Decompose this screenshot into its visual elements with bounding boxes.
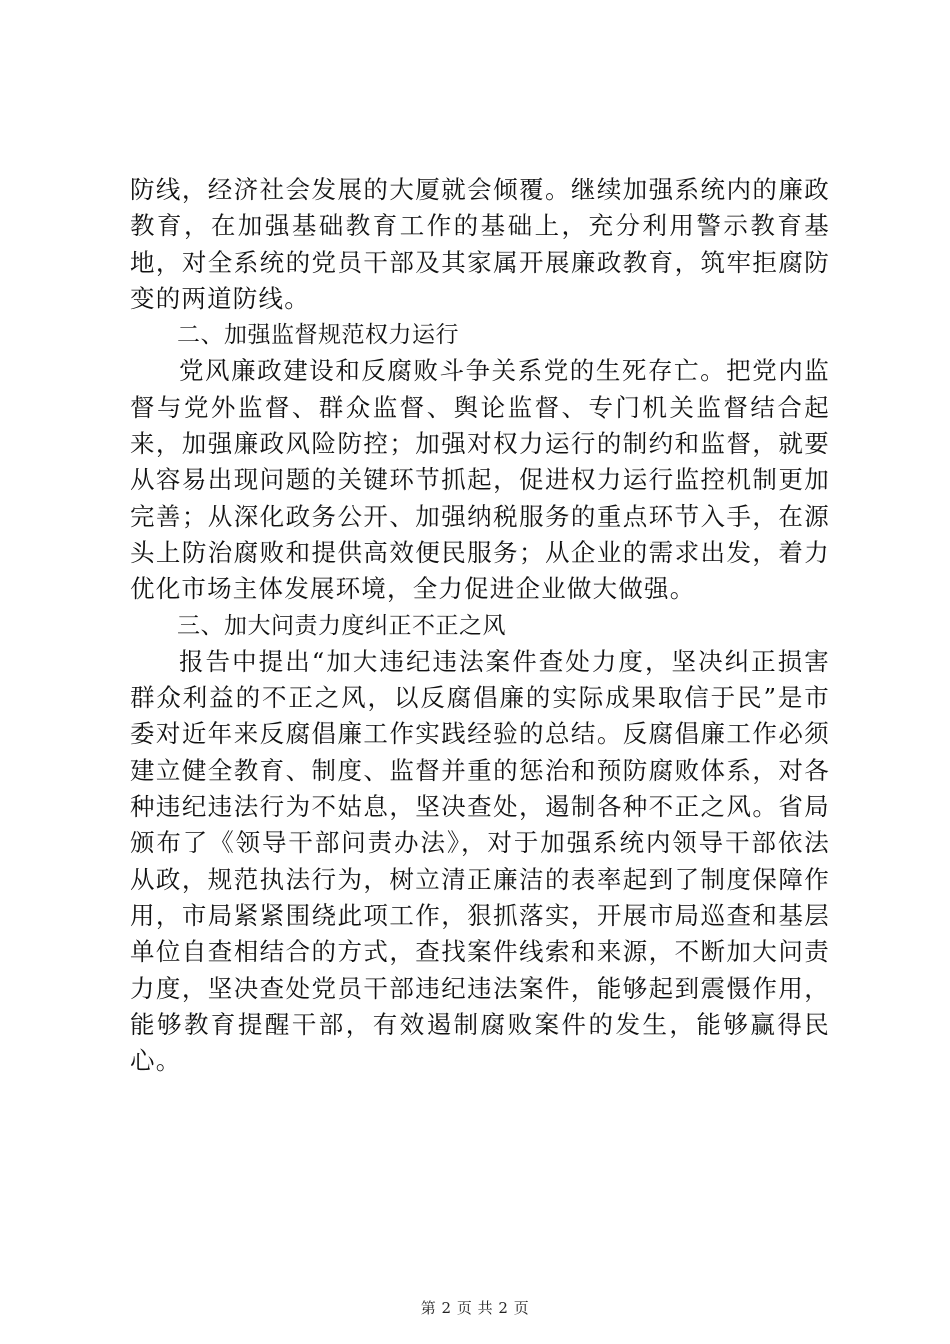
page-number-footer: 第 2 页 共 2 页	[420, 1299, 530, 1317]
document-body	[130, 172, 830, 1079]
paragraph-accountability: 报告中提出“加大违纪违法案件查处力度，坚决纠正损害群众利益的不正之风，以反腐倡廉的实际成果取信于民”是市委对近年来反腐倡廉工作实践经验的总结。反腐倡廉工作必须建立健全教育、制度、监督并重的惩治和预防腐败体系，对各种违纪违法行为不姑息，坚决查处，遏制各种不正之风。省局颁布了《领导干部问责办法》，对于加强系统内领导干部依法从政，规范执法行为，树立清正廉洁的表率起到了制度保障作用，市局紧紧围绕此项工作，狠抓落实，开展市局巡查和基层单位自查相结合的方式，查找案件线索和来源，不断加大问责力度，坚决查处党员干部违纪违法案件，能够起到震慑作用，能够教育提醒干部，有效遏制腐败案件的发生，能够赢得民心。	[130, 646, 830, 1076]
section-heading-2: 二、加强监督规范权力运行	[177, 322, 459, 349]
paragraph-continuation: 防线，经济社会发展的大厦就会倾覆。继续加强系统内的廉政教育，在加强基础教育工作的基础上，充分利用警示教育基地，对全系统的党员干部及其家属开展廉政教育，筑牢拒腐防变的两道防线。	[130, 175, 830, 313]
paragraph-supervision: 党风廉政建设和反腐败斗争关系党的生死存亡。把党内监督与党外监督、群众监督、舆论监督、专门机关监督结合起来，加强廉政风险防控；加强对权力运行的制约和监督，就要从容易出现问题的关键环节抓起，促进权力运行监控机制更加完善；从深化政务公开、加强纳税服务的重点环节入手，在源头上防治腐败和提供高效便民服务；从企业的需求出发，着力优化市场主体发展环境，全力促进企业做大做强。	[130, 356, 830, 604]
section-heading-3: 三、加大问责力度纠正不正之风	[177, 612, 506, 639]
